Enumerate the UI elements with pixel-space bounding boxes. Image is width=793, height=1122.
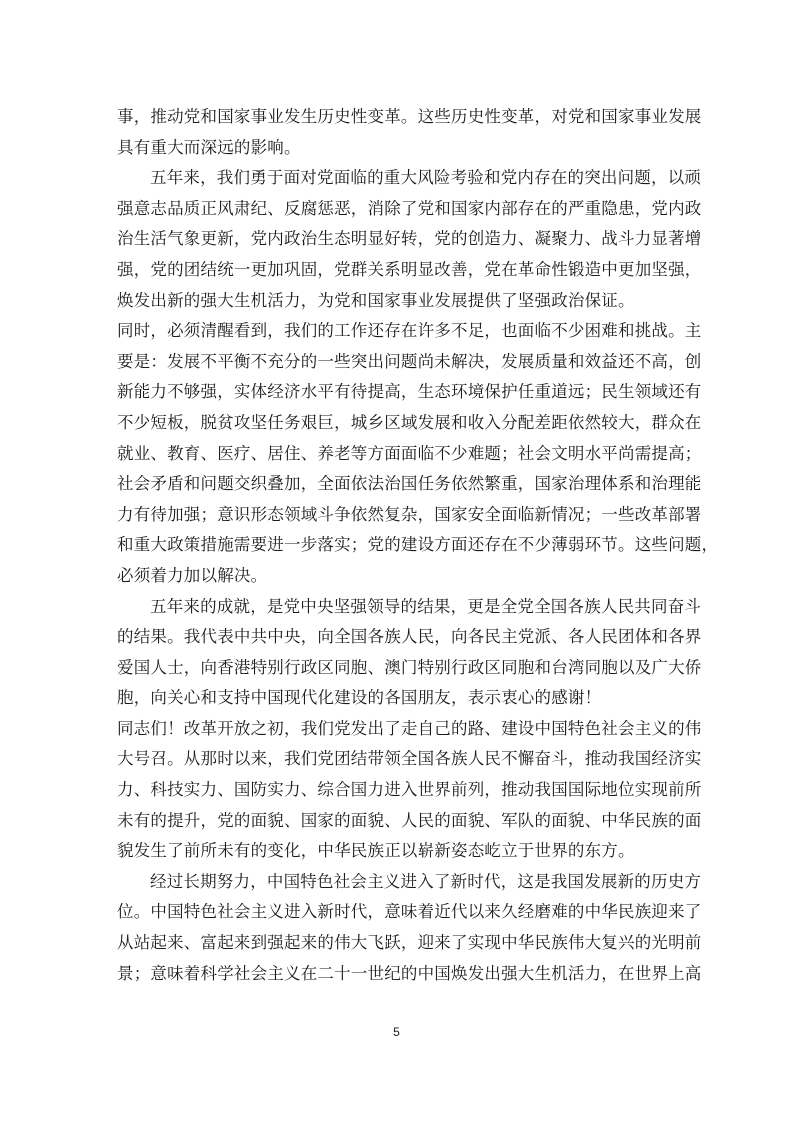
text-line: 事，推动党和国家事业发生历史性变革。这些历史性变革，对党和国家事业发展: [117, 107, 702, 126]
text-line: 的结果。我代表中共中央，向全国各族人民，向各民主党派、各人民团体和各界: [117, 627, 702, 647]
text-line: 五年来，我们勇于面对党面临的重大风险考验和党内存在的突出问题，以顽: [150, 168, 702, 188]
text-line: 具有重大而深远的影响。: [117, 137, 301, 157]
text-line: 貌发生了前所未有的变化，中华民族正以崭新姿态屹立于世界的东方。: [117, 841, 635, 861]
text-line: 社会矛盾和问题交织叠加，全面依法治国任务依然繁重，国家治理体系和治理能: [117, 474, 702, 494]
text-line: 和重大政策措施需要进一步落实；党的建设方面还存在不少薄弱环节。这些问题，: [117, 535, 719, 555]
text-line: 必须着力加以解决。: [117, 565, 268, 585]
text-line: 景；意味着科学社会主义在二十一世纪的中国焕发出强大生机活力，在世界上高: [117, 963, 702, 983]
body-text: [117, 102, 719, 989]
text-line: 强，党的团结统一更加巩固，党群关系明显改善，党在革命性锻造中更加坚强，: [117, 259, 702, 279]
text-line: 治生活气象更新，党内政治生态明显好转，党的创造力、凝聚力、战斗力显著增: [117, 229, 702, 249]
text-line: 新能力不够强，实体经济水平有待提高，生态环境保护任重道远；民生领域还有: [117, 382, 702, 402]
text-line: 同志们！改革开放之初，我们党发出了走自己的路、建设中国特色社会主义的伟: [117, 718, 702, 738]
text-line: 经过长期努力，中国特色社会主义进入了新时代，这是我国发展新的历史方: [150, 871, 702, 891]
text-line: 大号召。从那时以来，我们党团结带领全国各族人民不懈奋斗，推动我国经济实: [117, 749, 702, 769]
text-line: 五年来的成就，是党中央坚强领导的结果，更是全党全国各族人民共同奋斗: [150, 596, 702, 616]
text-line: 强意志品质正风肃纪、反腐惩恶，消除了党和国家内部存在的严重隐患，党内政: [117, 198, 702, 218]
page-number: 5: [393, 1025, 400, 1039]
text-line: 不少短板，脱贫攻坚任务艰巨，城乡区域发展和收入分配差距依然较大，群众在: [117, 412, 702, 432]
text-line: 从站起来、富起来到强起来的伟大飞跃，迎来了实现中华民族伟大复兴的光明前: [117, 933, 702, 953]
text-line: 力、科技实力、国防实力、综合国力进入世界前列，推动我国国际地位实现前所: [117, 780, 702, 800]
text-line: 胞，向关心和支持中国现代化建设的各国朋友，表示衷心的感谢！: [117, 688, 602, 708]
text-line: 未有的提升，党的面貌、国家的面貌、人民的面貌、军队的面貌、中华民族的面: [117, 810, 702, 830]
text-line: 爱国人士，向香港特别行政区同胞、澳门特别行政区同胞和台湾同胞以及广大侨: [117, 657, 702, 677]
text-line: 位。中国特色社会主义进入新时代，意味着近代以来久经磨难的中华民族迎来了: [117, 902, 702, 922]
text-line: 就业、教育、医疗、居住、养老等方面面临不少难题；社会文明水平尚需提高；: [117, 443, 702, 463]
text-line: 力有待加强；意识形态领域斗争依然复杂，国家安全面临新情况；一些改革部署: [117, 504, 702, 524]
text-line: 焕发出新的强大生机活力，为党和国家事业发展提供了坚强政治保证。: [117, 290, 635, 310]
text-line: 要是：发展不平衡不充分的一些突出问题尚未解决，发展质量和效益还不高，创: [117, 351, 702, 371]
text-line: 同时，必须清醒看到，我们的工作还存在许多不足，也面临不少困难和挑战。主: [117, 321, 702, 341]
